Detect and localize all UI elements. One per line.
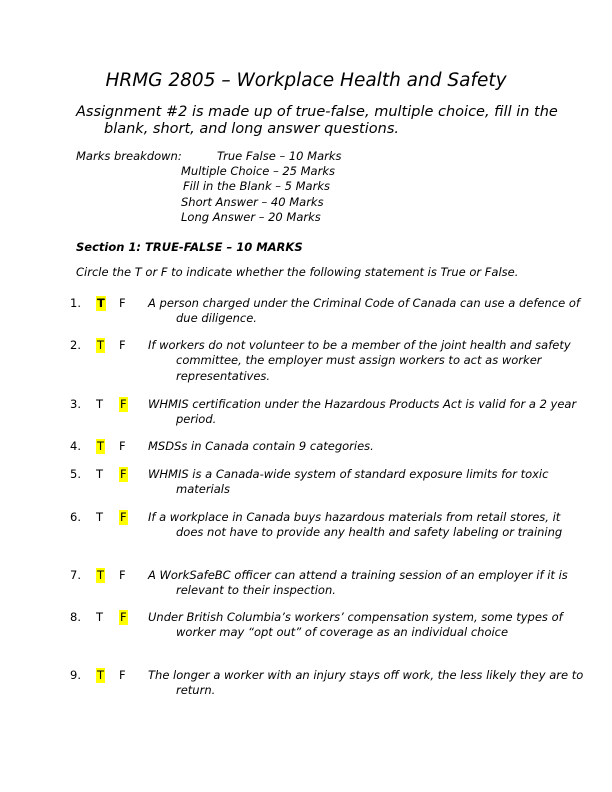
true-option[interactable]: T <box>96 397 104 411</box>
marks-item-short-answer: Short Answer – 40 Marks <box>181 195 324 209</box>
marks-item-long-answer: Long Answer – 20 Marks <box>181 210 321 224</box>
marks-breakdown-label: Marks breakdown: <box>76 149 182 163</box>
false-option[interactable]: F <box>120 397 127 411</box>
marks-item-true-false: True False – 10 Marks <box>217 149 342 163</box>
question-number: 9. <box>70 668 81 682</box>
marks-item-multiple-choice: Multiple Choice – 25 Marks <box>181 164 335 178</box>
question-statement: WHMIS is a Canada-wide system of standard exposure limits for toxic materials <box>148 467 549 497</box>
question-statement: MSDSs in Canada contain 9 categories. <box>148 439 374 453</box>
true-option[interactable]: T <box>97 568 105 582</box>
page-title: HRMG 2805 – Workplace Health and Safety <box>105 70 507 91</box>
false-option[interactable]: F <box>120 510 127 524</box>
question-number: 6. <box>70 510 81 524</box>
section-instructions: Circle the T or F to indicate whether the following statement is True or False. <box>76 265 519 279</box>
question-statement: A WorkSafeBC officer can attend a training session of an employer if it is relevant to their inspection. <box>148 568 568 598</box>
false-option[interactable]: F <box>119 439 126 453</box>
question-number: 1. <box>70 296 81 310</box>
true-option[interactable]: T <box>96 510 104 524</box>
true-option[interactable]: T <box>96 610 104 624</box>
question-number: 3. <box>70 397 81 411</box>
question-number: 4. <box>70 439 81 453</box>
question-number: 2. <box>70 338 81 352</box>
question-statement: WHMIS certification under the Hazardous Products Act is valid for a 2 year period. <box>148 397 577 427</box>
true-option[interactable]: T <box>97 338 105 352</box>
question-statement: A person charged under the Criminal Code of Canada can use a defence of due diligence. <box>148 296 580 326</box>
false-option[interactable]: F <box>119 338 126 352</box>
false-option[interactable]: F <box>120 467 127 481</box>
false-option[interactable]: F <box>119 568 126 582</box>
true-option[interactable]: T <box>96 467 104 481</box>
question-statement: Under British Columbia’s workers’ compensation system, some types of worker may “opt out” of coverage as an individual choice <box>148 610 563 640</box>
question-number: 5. <box>70 467 81 481</box>
false-option[interactable]: F <box>119 668 126 682</box>
question-number: 7. <box>70 568 81 582</box>
true-option[interactable]: T <box>97 668 105 682</box>
true-option[interactable]: T <box>97 439 105 453</box>
true-option[interactable]: T <box>97 296 105 310</box>
question-statement: If a workplace in Canada buys hazardous materials from retail stores, it does not have to provide any health and safety labeling or training <box>148 510 563 540</box>
section-title: Section 1: TRUE-FALSE – 10 MARKS <box>76 240 303 254</box>
question-statement: The longer a worker with an injury stays off work, the less likely they are to return. <box>148 668 584 698</box>
assignment-intro: Assignment #2 is made up of true-false, multiple choice, fill in the blank, short, and long answer questions. <box>76 104 558 137</box>
question-statement: If workers do not volunteer to be a member of the joint health and safety committee, the employer must assign workers to act as worker representatives. <box>148 338 571 383</box>
false-option[interactable]: F <box>120 610 127 624</box>
question-number: 8. <box>70 610 81 624</box>
marks-item-fill-blank: Fill in the Blank – 5 Marks <box>183 179 330 193</box>
false-option[interactable]: F <box>119 296 126 310</box>
